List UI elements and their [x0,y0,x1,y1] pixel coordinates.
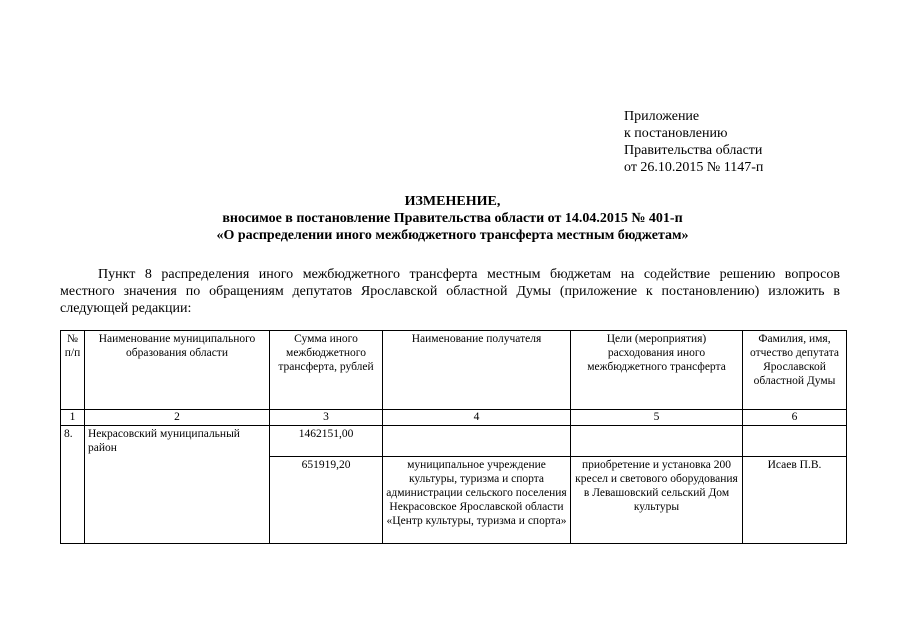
column-number: 3 [270,410,383,426]
empty-cell [383,426,571,457]
intro-paragraph [60,266,840,317]
title-line-1: ИЗМЕНЕНИЕ, [404,194,501,209]
header-cell: Фамилия, имя, отчество депутата Ярославской областной Думы [743,331,847,410]
sum-item-cell: 651919,20 [270,457,383,544]
intro-line-1: Пункт 8 распределения иного межбюджетного трансферта местным бюджетам на содействие решению вопросов [98,267,840,282]
intro-line-3: следующей редакции: [60,301,192,316]
header-cell: Наименование муниципального образования области [85,331,270,410]
header-cell: № п/п [61,331,85,410]
sum-total-cell: 1462151,00 [270,426,383,457]
row-number: 8. [61,426,85,544]
document-title [0,193,905,244]
purpose-cell: приобретение и установка 200 кресел и светового оборудования в Левашовский сельский Дом культуры [571,457,743,544]
column-number: 6 [743,410,847,426]
title-line-3: «О распределении иного межбюджетного трансферта местным бюджетам» [216,228,689,243]
column-number-row [61,410,847,426]
header-cell: Цели (мероприятия) расходования иного межбюджетного трансферта [571,331,743,410]
appendix-block [624,108,763,176]
empty-cell [743,426,847,457]
column-number: 4 [383,410,571,426]
column-number: 1 [61,410,85,426]
title-line-2: вносимое в постановление Правительства области от 14.04.2015 № 401-п [222,211,683,226]
appendix-line-2: к постановлению [624,126,728,141]
column-number: 2 [85,410,270,426]
deputy-cell: Исаев П.В. [743,457,847,544]
column-number: 5 [571,410,743,426]
appendix-line-3: Правительства области [624,143,763,158]
municipality-cell: Некрасовский муниципальный район [85,426,270,544]
transfer-table [60,330,847,544]
empty-cell [571,426,743,457]
header-cell: Сумма иного межбюджетного трансферта, рублей [270,331,383,410]
appendix-line-4: от 26.10.2015 № 1147-п [624,160,764,175]
appendix-line-1: Приложение [624,109,700,124]
table-header-row [61,331,847,410]
recipient-cell: муниципальное учреждение культуры, туризма и спорта администрации сельского поселения Некрасовское Ярославской области «Центр культуры, туризма и спорта» [383,457,571,544]
table-row [61,426,847,457]
header-cell: Наименование получателя [383,331,571,410]
intro-line-2: местного значения по обращениям депутатов Ярославской областной Думы (приложение к постановлению) изложить в [60,284,840,299]
